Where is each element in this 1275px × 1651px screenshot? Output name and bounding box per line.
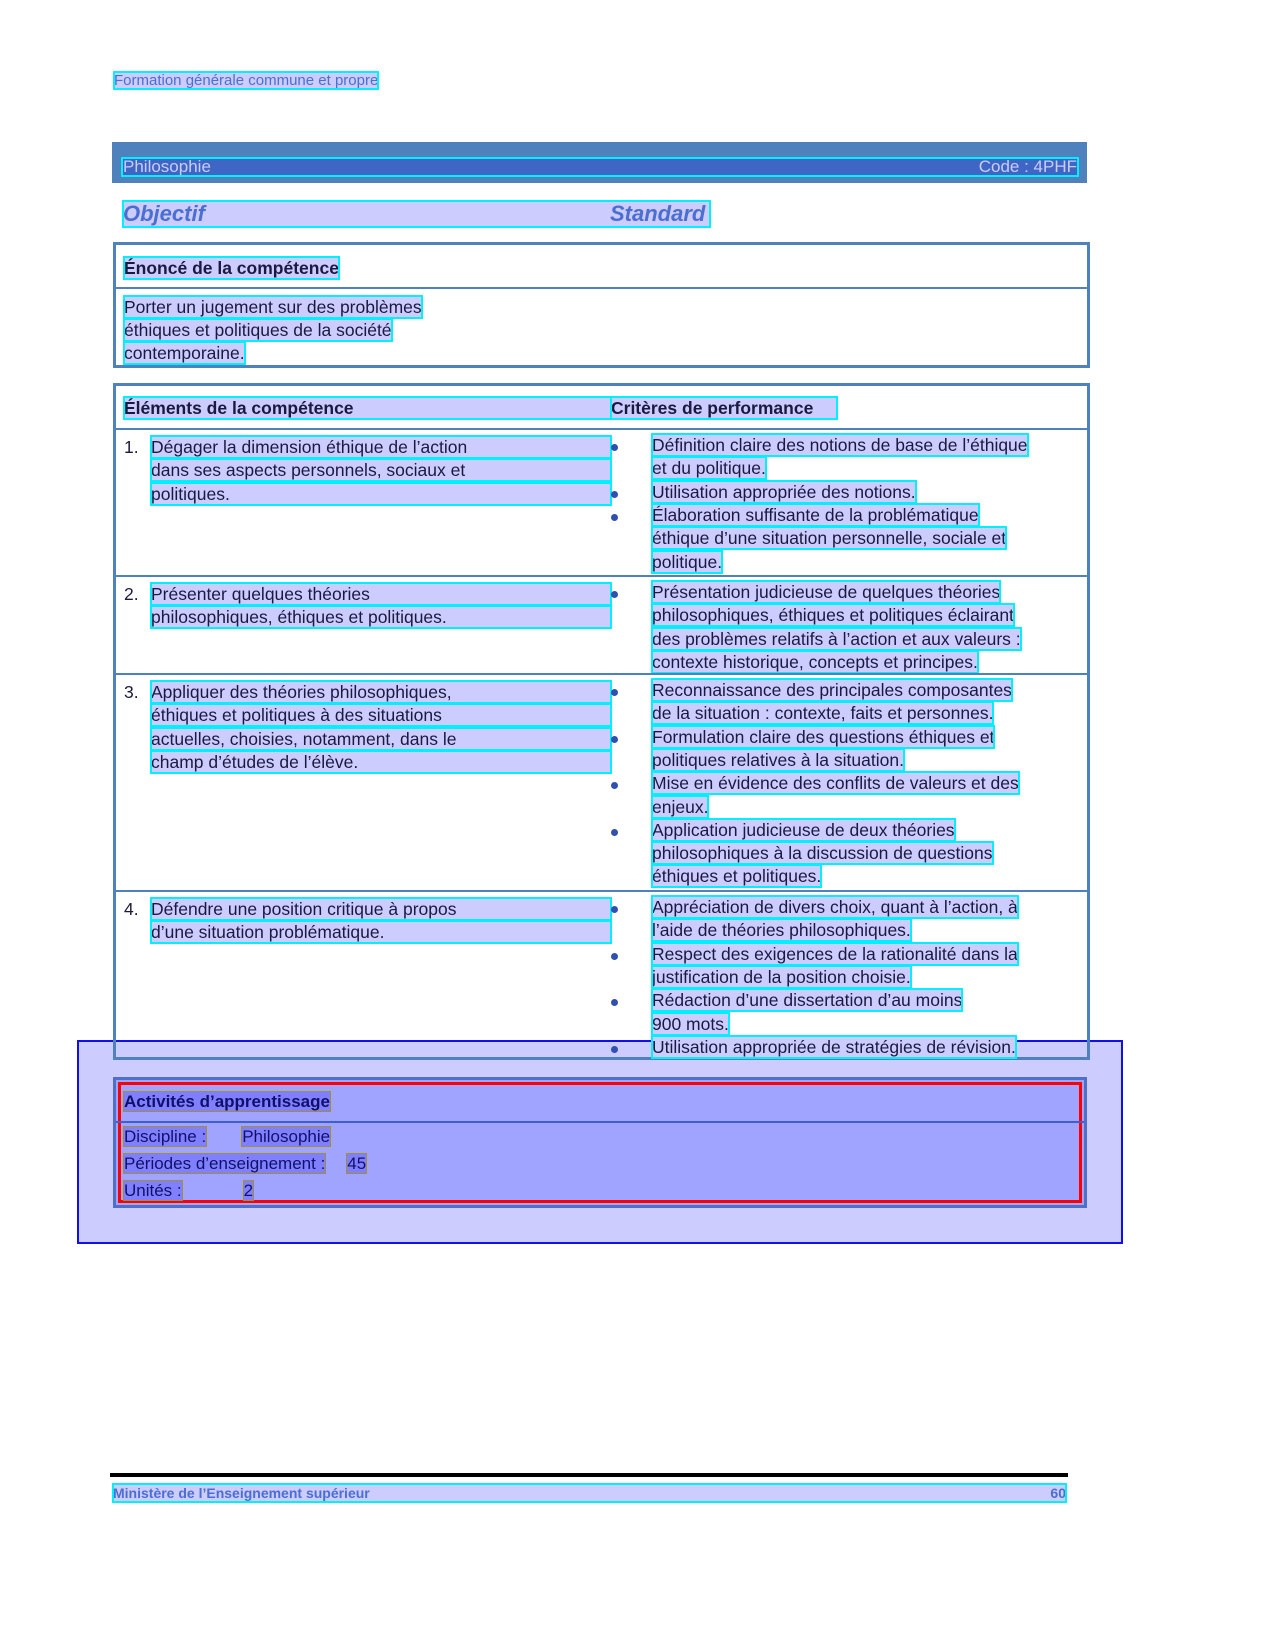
bullet-icon [611, 491, 618, 498]
criterion-line: Respect des exigences de la rationalité dans la [652, 943, 1018, 964]
element-number: 3. [124, 682, 139, 702]
criterion-line: Mise en évidence des conflits de valeurs et des [652, 773, 1019, 794]
units-value: 2 [243, 1181, 254, 1200]
competence-line: Porter un jugement sur des problèmes [124, 297, 422, 317]
standard-heading: Standard [610, 201, 706, 226]
bullet-icon [611, 591, 618, 598]
discipline-label: Discipline : [124, 1127, 207, 1146]
periods-value: 45 [347, 1154, 367, 1173]
criterion-line: contexte historique, concepts et principes. [652, 651, 978, 672]
competence-box [113, 242, 1090, 368]
element-line: d’une situation problématique. [151, 921, 611, 943]
bullet-icon [611, 782, 618, 789]
element-number: 1. [124, 437, 139, 457]
elements-header: Éléments de la compétence [124, 397, 611, 419]
bullet-icon [611, 689, 618, 696]
bullet-icon [611, 444, 618, 451]
criterion-line: Définition claire des notions de base de l’éthique [652, 435, 1028, 455]
competence-element-row [116, 673, 1087, 890]
criterion-line: Élaboration suffisante de la problématique [652, 504, 979, 525]
element-line: actuelles, choisies, notamment, dans le [151, 728, 611, 750]
element-line: champ d’études de l’élève. [151, 751, 611, 773]
criterion-line: politiques relatives à la situation. [652, 749, 904, 770]
elements-table [113, 383, 1090, 1060]
competence-element-row [116, 575, 1087, 673]
units-label: Unités : [124, 1181, 182, 1200]
criterion-line: politique. [652, 551, 723, 572]
criterion-line: philosophiques, éthiques et politiques éclairant [652, 605, 1014, 626]
criterion-line: éthique d’une situation personnelle, sociale et [652, 528, 1007, 549]
criteria-header: Critères de performance [611, 397, 837, 419]
criterion-line: Reconnaissance des principales composantes [652, 680, 1012, 700]
criterion-line: des problèmes relatifs à l’action et aux valeurs : [652, 628, 1021, 649]
competence-element-row [116, 428, 1087, 575]
element-line: Défendre une position critique à propos [151, 898, 611, 920]
running-header: Formation générale commune et propre [114, 72, 379, 89]
criterion-line: Appréciation de divers choix, quant à l’action, à [652, 897, 1018, 917]
criterion-line: l’aide de théories philosophiques. [652, 920, 911, 941]
competence-line: contemporaine. [124, 343, 245, 363]
element-line: philosophiques, éthiques et politiques. [151, 606, 611, 628]
element-line: Présenter quelques théories [151, 583, 611, 605]
activities-box [113, 1077, 1087, 1208]
bullet-icon [611, 736, 618, 743]
page-number: 60 [1050, 1485, 1066, 1501]
competence-element-row [116, 890, 1087, 1060]
element-line: éthiques et politiques à des situations [151, 704, 611, 726]
discipline-value: Philosophie [242, 1127, 331, 1146]
bullet-icon [611, 514, 618, 521]
criterion-line: philosophiques à la discussion de questions [652, 843, 993, 864]
element-line: Appliquer des théories philosophiques, [151, 681, 611, 703]
bullet-icon [611, 829, 618, 836]
course-bar [112, 142, 1087, 183]
competence-line: éthiques et politiques de la société [124, 320, 392, 340]
element-line: politiques. [151, 483, 611, 505]
bullet-icon [611, 1046, 618, 1053]
course-title: Philosophie [123, 157, 211, 176]
criterion-line: de la situation : contexte, faits et personnes. [652, 703, 994, 724]
competence-header: Énoncé de la compétence [124, 258, 339, 278]
criterion-line: 900 mots. [652, 1013, 729, 1034]
bullet-icon [611, 999, 618, 1006]
column-headings [123, 201, 710, 227]
criterion-line: Présentation judicieuse de quelques théories [652, 582, 1001, 602]
course-code: Code : 4PHF [978, 157, 1077, 176]
bullet-icon [611, 906, 618, 913]
criterion-line: et du politique. [652, 458, 766, 479]
criterion-line: Application judicieuse de deux théories [652, 819, 955, 840]
element-number: 2. [124, 584, 139, 604]
footer-ministry: Ministère de l’Enseignement supérieur [113, 1485, 370, 1501]
criterion-line: Rédaction d’une dissertation d’au moins [652, 990, 963, 1011]
criterion-line: Utilisation appropriée de stratégies de révision. [652, 1036, 1016, 1057]
criterion-line: enjeux. [652, 796, 709, 817]
element-line: Dégager la dimension éthique de l’action [151, 436, 611, 458]
criterion-line: éthiques et politiques. [652, 866, 822, 887]
criterion-line: Formulation claire des questions éthiques et [652, 726, 995, 747]
activities-header: Activités d’apprentissage [124, 1092, 330, 1111]
element-number: 4. [124, 899, 139, 919]
footer [110, 1473, 1068, 1501]
criterion-line: Utilisation appropriée des notions. [652, 481, 916, 502]
bullet-icon [611, 953, 618, 960]
periods-label: Périodes d’enseignement : [124, 1154, 326, 1173]
objectif-heading: Objectif [123, 201, 205, 226]
element-line: dans ses aspects personnels, sociaux et [151, 459, 611, 481]
criterion-line: justification de la position choisie. [652, 966, 911, 987]
